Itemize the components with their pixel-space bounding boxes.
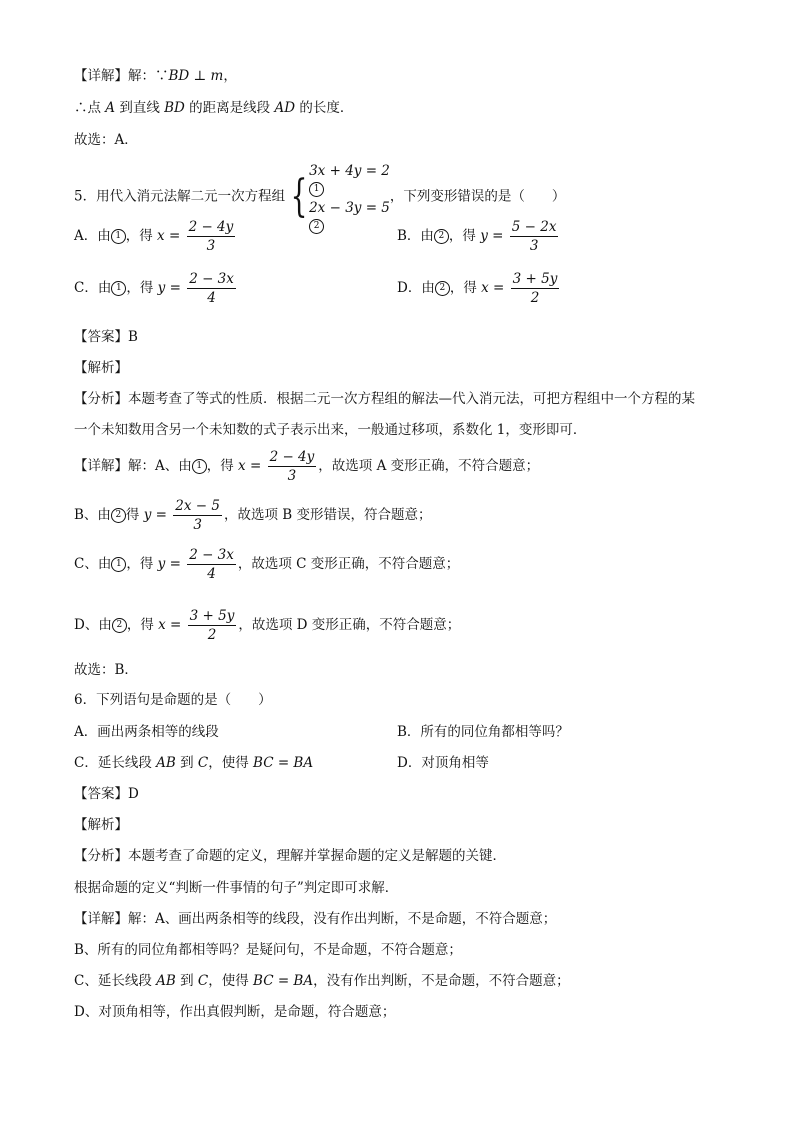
circled-number: 2 xyxy=(435,281,450,296)
detail-text: ，故选项 D 变形正确，不符合题意； xyxy=(238,617,461,633)
text: ∴点 xyxy=(74,100,106,116)
detail-text: D、由 xyxy=(74,617,112,633)
option-text: ，得 xyxy=(449,280,482,296)
math-expr: BC = BA xyxy=(253,755,314,771)
fraction xyxy=(187,270,236,307)
analysis-6-line1: 【分析】本题考查了命题的定义，理解并掌握命题的定义是解题的关键． xyxy=(74,848,506,864)
detail-text: ，得 xyxy=(126,556,158,572)
circled-number: 2 xyxy=(111,508,126,523)
option-text: ，使得 xyxy=(208,755,254,771)
math-var: A xyxy=(105,100,116,116)
option-6b: B．所有的同位角都相等吗？ xyxy=(397,724,569,740)
detail-text: 【详解】解：A、由 xyxy=(74,458,192,474)
circled-number: 2 xyxy=(309,219,324,234)
answer-6: 【答案】D xyxy=(74,786,139,802)
math-var: BD xyxy=(164,100,185,116)
denominator: 3 xyxy=(510,236,559,255)
detail-text: 【详解】解：∵ xyxy=(74,68,169,84)
fraction xyxy=(511,270,560,307)
numerator: 2 − 3x xyxy=(189,271,234,287)
option-6c xyxy=(74,753,313,773)
text: 的距离是线段 xyxy=(184,100,275,116)
option-text: 到 xyxy=(175,755,198,771)
numerator: 3 + 5y xyxy=(189,608,235,624)
circled-number: 1 xyxy=(192,459,207,474)
math-var: C xyxy=(197,755,209,771)
detail-text: ，得 xyxy=(206,458,239,474)
analysis-6-line2: 根据命题的定义“判断一件事情的句子”判定即可求解． xyxy=(74,880,399,896)
numerator: 3 + 5y xyxy=(512,271,558,287)
fraction xyxy=(188,607,237,644)
detail-text: ，得 xyxy=(126,617,159,633)
detail-line-q4 xyxy=(74,66,237,86)
detail-5a: 【详解】解：A、由 1 ，得 x = $\frac{2 - 4y}{3}$ ，故选项 A 变形正确，不符合题意； xyxy=(74,449,540,484)
denominator: 3 xyxy=(268,466,317,485)
numerator: 2 − 4y xyxy=(269,449,315,465)
numerator: 2x − 5 xyxy=(175,498,220,514)
math-var: y xyxy=(143,507,152,523)
option-label: A．由 xyxy=(74,228,111,244)
brace-symbol: { xyxy=(290,171,308,222)
detail-5c: C、由 1 ，得 y = $\frac{2 - 3x}{4}$ ，故选项 C 变形正确，不符合题意； xyxy=(74,547,460,582)
option-5d: D．由 2 ，得 x = $\frac{3 + 5y}{2}$ xyxy=(397,271,558,306)
detail-text: 得 xyxy=(125,507,144,523)
option-label: D．由 xyxy=(397,280,435,296)
detail-6d: D、对顶角相等，作出真假判断，是命题，符合题意； xyxy=(74,1004,396,1020)
detail-text: C、由 xyxy=(74,556,112,572)
detail-text: ，使得 xyxy=(208,973,254,989)
math-var: BD xyxy=(168,68,190,84)
circled-number: 1 xyxy=(111,229,126,244)
circled-number: 1 xyxy=(111,281,126,296)
stem-text: ，下列变形错误的是（ ） xyxy=(389,188,566,205)
math-var: AD xyxy=(274,100,296,116)
analysis-5-line1: 【分析】本题考查了等式的性质．根据二元一次方程组的解法—代入消元法，可把方程组中一个方程的某 xyxy=(74,391,695,407)
math-var: x xyxy=(238,458,246,474)
jiexi-5: 【解析】 xyxy=(74,360,128,376)
fraction xyxy=(510,218,559,255)
fraction xyxy=(268,448,317,485)
option-5b: B．由 2 ，得 y = $\frac{5 - 2x}{3}$ xyxy=(397,219,557,254)
detail-6a: 【详解】解：A、画出两条相等的线段，没有作出判断，不是命题，不符合题意； xyxy=(74,911,557,927)
detail-text: ，故选项 C 变形正确，不符合题意； xyxy=(237,556,460,572)
punct: ， xyxy=(223,68,237,84)
question-6-stem: 6．下列语句是命题的是（ ） xyxy=(74,692,272,708)
circled-number: 1 xyxy=(111,557,126,572)
analysis-5-line2: 一个未知数用含另一个未知数的式子表示出来，一般通过移项，系数化 1，变形即可． xyxy=(74,422,587,438)
answer-5: 【答案】B xyxy=(74,329,138,345)
math-var: x xyxy=(481,280,489,296)
equation-2 xyxy=(309,197,390,234)
denominator: 3 xyxy=(187,236,236,255)
perp-symbol: ⊥ xyxy=(189,68,211,84)
math-var: AB xyxy=(156,973,176,989)
detail-text: 到 xyxy=(175,973,198,989)
numerator: 2 − 3x xyxy=(189,547,234,563)
equation-system xyxy=(309,160,390,234)
option-label: B．由 xyxy=(397,228,434,244)
denominator: 3 xyxy=(173,515,222,534)
detail-5b: B、由 2 得 y = $\frac{2x - 5}{3}$ ，故选项 B 变形错误，符合题意； xyxy=(74,498,432,533)
math-var: m xyxy=(210,68,224,84)
option-label: C．由 xyxy=(74,280,112,296)
numerator: 2 − 4y xyxy=(188,219,234,235)
option-text: ，得 xyxy=(448,228,481,244)
text: 到直线 xyxy=(115,100,165,116)
jiexi-6: 【解析】 xyxy=(74,817,128,833)
option-text: ，得 xyxy=(125,228,158,244)
fraction xyxy=(187,218,236,255)
denominator: 4 xyxy=(187,564,236,583)
math-var: y xyxy=(157,280,166,296)
math-var: y xyxy=(157,556,166,572)
option-5c: C．由 1 ，得 y = $\frac{2 - 3x}{4}$ xyxy=(74,271,234,306)
detail-text: ，没有作出判断，不是命题，不符合题意； xyxy=(313,973,570,989)
detail-6b: B、所有的同位角都相等吗？是疑问句，不是命题，不符合题意； xyxy=(74,942,462,958)
stem-text: 5．用代入消元法解二元一次方程组 xyxy=(74,188,286,205)
detail-text: ，故选项 A 变形正确，不符合题意； xyxy=(318,458,540,474)
option-6a: A．画出两条相等的线段 xyxy=(74,724,219,740)
numerator: 5 − 2x xyxy=(511,219,557,235)
circled-number: 1 xyxy=(309,182,324,197)
detail-text: B、由 xyxy=(74,507,111,523)
option-6d: D．对顶角相等 xyxy=(397,755,489,771)
option-label: C．延长线段 xyxy=(74,755,157,771)
text: 的长度． xyxy=(295,100,354,116)
math-var: C xyxy=(197,973,209,989)
option-5a: A．由 1 ，得 x = $\frac{2 - 4y}{3}$ xyxy=(74,219,234,254)
choose-5: 故选：B． xyxy=(74,662,138,678)
circled-number: 2 xyxy=(112,618,127,633)
equation-text: 3x + 4y = 2 xyxy=(309,163,390,179)
choose-line-q4: 故选：A． xyxy=(74,132,138,148)
denominator: 2 xyxy=(188,625,237,644)
equation-1 xyxy=(309,160,390,197)
math-var: AB xyxy=(156,755,176,771)
detail-text: ，故选项 B 变形错误，符合题意； xyxy=(223,507,432,523)
denominator: 2 xyxy=(511,288,560,307)
detail-6c xyxy=(74,971,570,991)
detail-5d: D、由 2 ，得 x = $\frac{3 + 5y}{2}$ ，故选项 D 变形正确，不符合题意； xyxy=(74,608,461,643)
circled-number: 2 xyxy=(434,229,449,244)
math-var: y xyxy=(480,228,488,244)
equation-text: 2x − 3y = 5 xyxy=(309,200,390,216)
math-var: x xyxy=(157,228,165,244)
option-text: ，得 xyxy=(126,280,158,296)
math-expr: BC = BA xyxy=(253,973,314,989)
denominator: 4 xyxy=(187,288,236,307)
detail-text: C、延长线段 xyxy=(74,973,157,989)
math-var: x xyxy=(158,617,166,633)
conclusion-line-q4 xyxy=(74,98,353,118)
fraction xyxy=(173,497,222,534)
fraction xyxy=(187,546,236,583)
